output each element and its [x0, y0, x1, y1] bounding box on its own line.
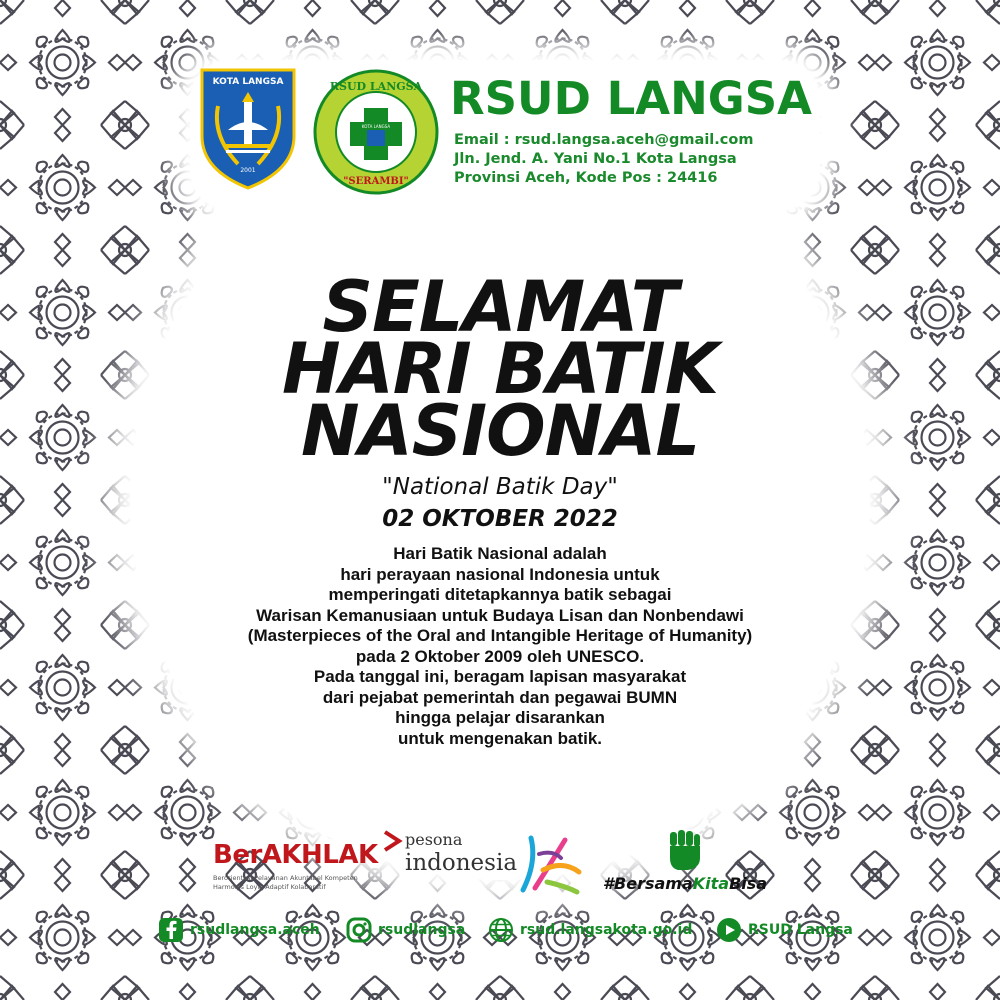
- berakhlak-tagline-1: Berorientasi Pelayanan Akuntabel Kompeten: [213, 874, 358, 882]
- kota-crest-label: KOTA LANGSA: [212, 77, 284, 87]
- youtube-channel: RSUD Langsa: [748, 922, 853, 938]
- pesona-indonesia-logo: [405, 830, 585, 900]
- description-line: Warisan Kemanusiaan untuk Budaya Lisan dan Nonbendawi: [256, 605, 744, 625]
- hashtag-part-3: Bisa: [729, 874, 768, 893]
- description-line: hari perayaan nasional Indonesia untuk: [340, 564, 660, 584]
- facebook-handle: rsudlangsa.aceh: [190, 922, 320, 938]
- headline-line-2: HARI BATIK: [282, 328, 718, 410]
- instagram-handle: rsudlangsa: [378, 922, 466, 938]
- facebook-icon: [158, 917, 184, 943]
- globe-icon: [488, 917, 514, 943]
- kota-crest-year: 2001: [240, 167, 256, 174]
- contact-address: Jln. Jend. A. Yani No.1 Kota Langsa: [454, 151, 737, 167]
- berakhlak-arrow-icon: [381, 830, 403, 852]
- center-white-disc: [130, 120, 870, 880]
- subtitle: "National Batik Day": [382, 474, 618, 500]
- social-instagram[interactable]: [346, 916, 465, 944]
- berakhlak-wordmark: BerAKHLAK: [213, 840, 378, 870]
- berakhlak-tagline-2: Harmonis Loyal Adaptif Kolaboratif: [213, 883, 326, 891]
- hashtag-bersama-kita-bisa: [585, 874, 785, 893]
- kota-langsa-crest-icon: [198, 66, 298, 190]
- youtube-icon: [716, 917, 742, 943]
- description-line: Pada tanggal ini, beragam lapisan masyarakat: [313, 667, 687, 686]
- berakhlak-logo: [213, 830, 403, 892]
- social-facebook[interactable]: [158, 916, 320, 944]
- headline-line-1: SELAMAT: [322, 266, 678, 348]
- description-line: untuk mengenakan batik.: [397, 728, 603, 748]
- description-line: Hari Batik Nasional adalah: [393, 544, 607, 563]
- event-date: 02 OKTOBER 2022: [382, 506, 618, 532]
- description-line: dari pejabat pemerintah dan pegawai BUMN: [322, 687, 678, 707]
- hashtag-part-1: #Bersama: [602, 874, 693, 893]
- description-line: hingga pelajar disarankan: [395, 708, 605, 727]
- description-line: (Masterpieces of the Oral and Intangible Heritage of Humanity): [247, 626, 753, 645]
- instagram-icon: [346, 917, 372, 943]
- social-website[interactable]: [488, 916, 692, 944]
- description-line: pada 2 Oktober 2009 oleh UNESCO.: [355, 646, 645, 666]
- rsud-crest-bottom: "SERAMBI": [343, 176, 409, 187]
- social-youtube[interactable]: [716, 916, 853, 944]
- rsud-crest-inner: KOTA LANGSA: [361, 124, 391, 129]
- hospital-name: RSUD LANGSA: [450, 72, 812, 125]
- contact-email: Email : rsud.langsa.aceh@gmail.com: [454, 132, 754, 148]
- rsud-langsa-crest-icon: [312, 68, 440, 196]
- website-url: rsud.langsakota.go.id: [520, 922, 693, 938]
- pesona-small-text: pesona: [405, 830, 463, 849]
- hashtag-part-2: Kita: [692, 874, 730, 893]
- headline-line-3: NASIONAL: [300, 390, 700, 472]
- pesona-swirl-icon: [513, 830, 585, 900]
- description-line: memperingati ditetapkannya batik sebagai: [328, 585, 672, 604]
- pesona-big-text: indonesia: [405, 850, 518, 876]
- description-text: [180, 544, 820, 749]
- rsud-crest-top: RSUD LANGSA: [329, 80, 423, 93]
- contact-province: Provinsi Aceh, Kode Pos : 24416: [454, 170, 718, 186]
- fist-icon: [664, 828, 704, 872]
